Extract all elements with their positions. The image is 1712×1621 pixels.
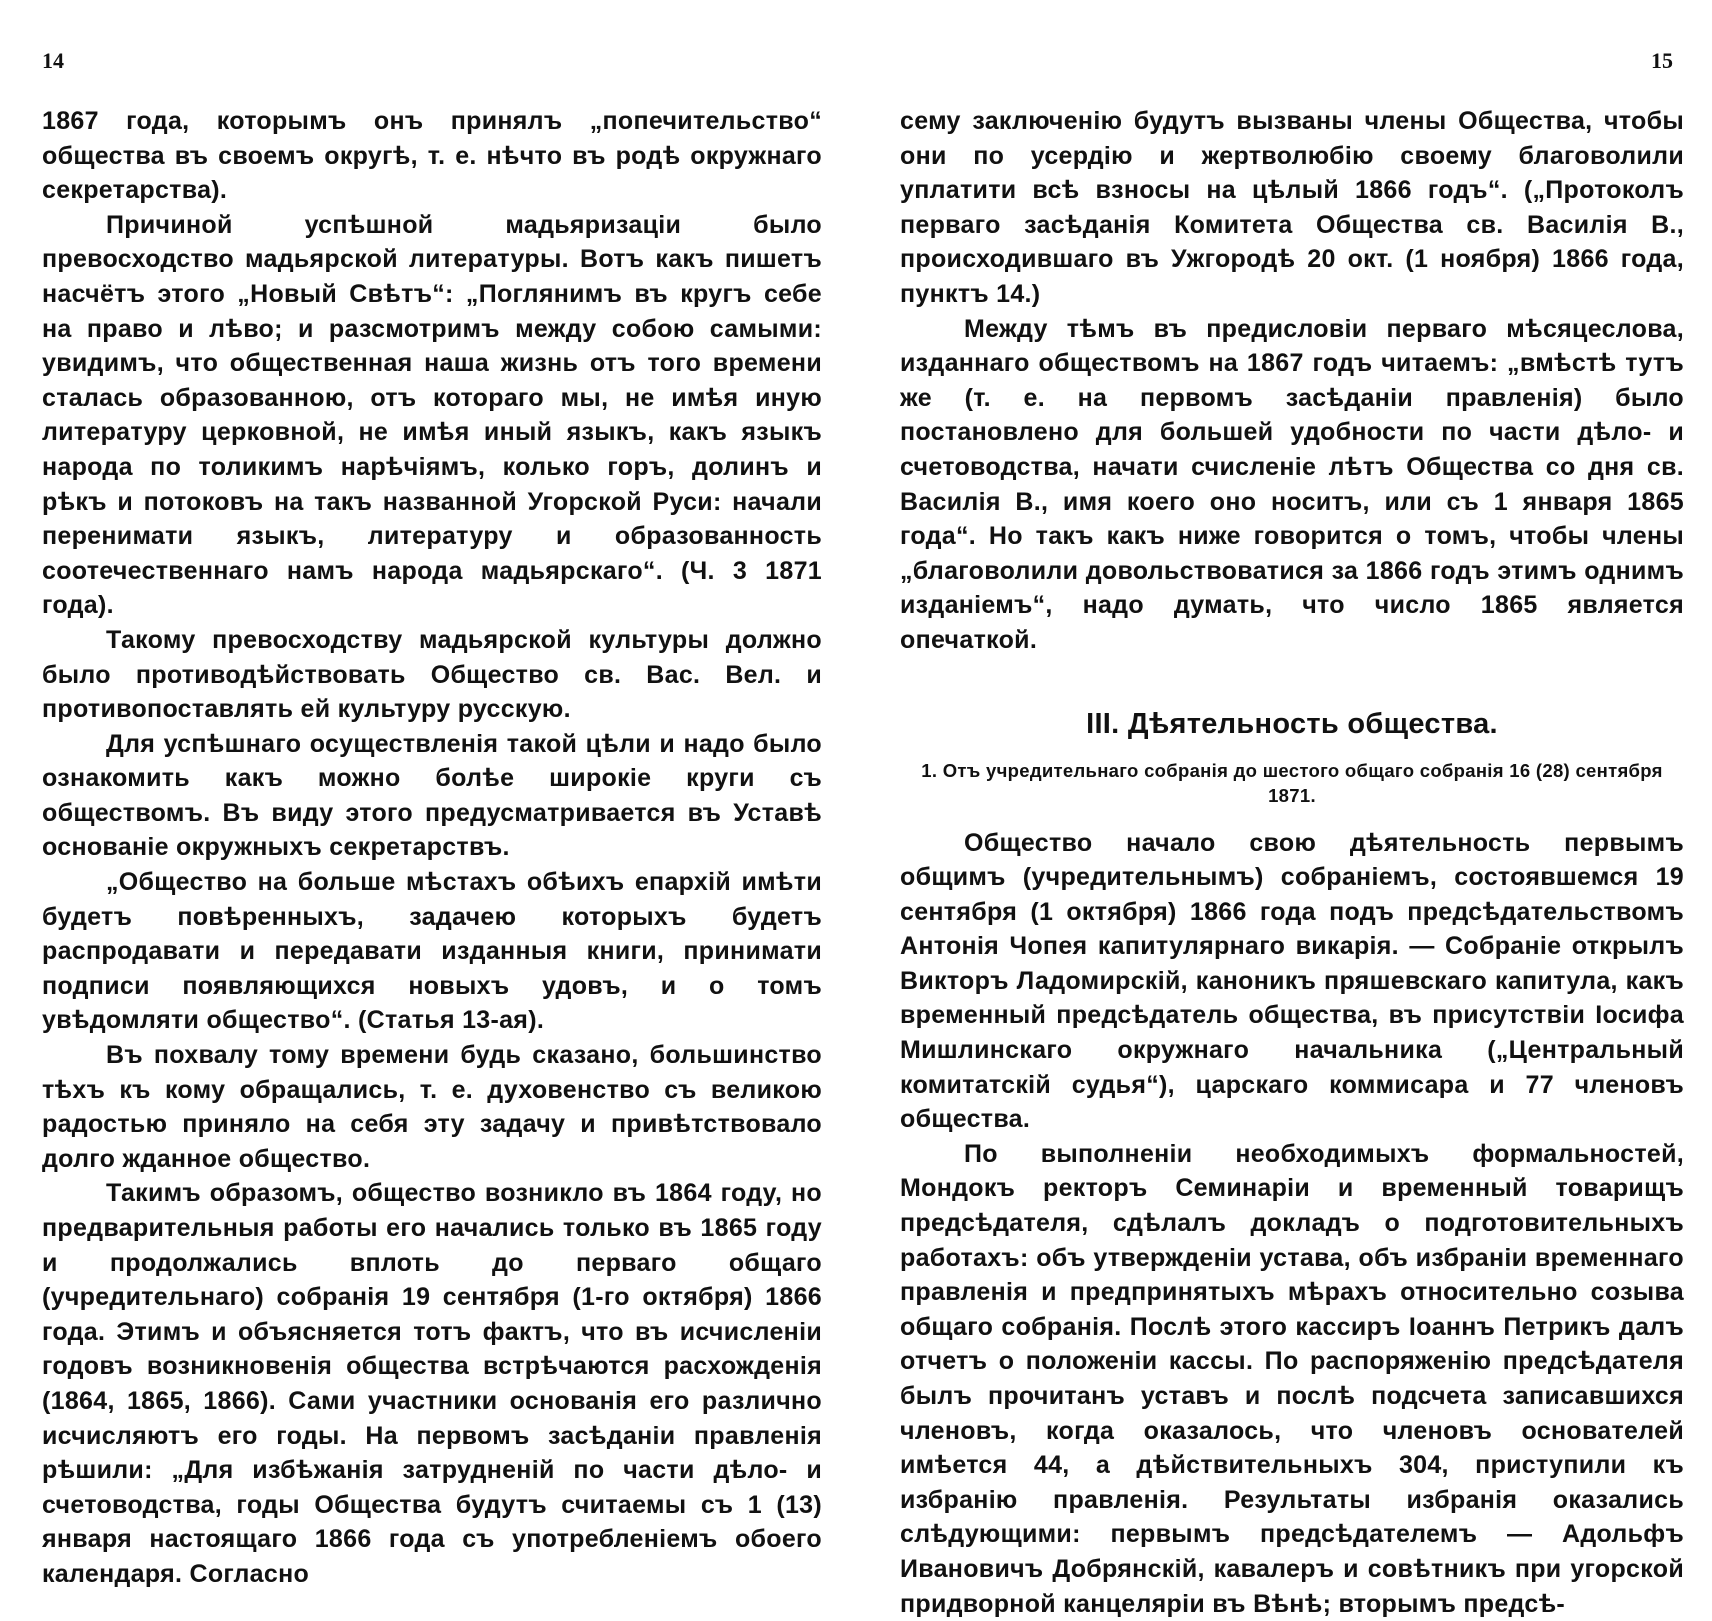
paragraph: Причиной успѣшной мадьяризаціи было превосходство мадьярской литературы. Вотъ какъ пишетъ насчётъ этого „Новый Свѣтъ“: „Поглянимъ въ кругъ себе на право и лѣво; и разсмотримъ между собою самыми: увидимъ, что общественная наша жизнь отъ того времени сталась образованною, отъ котораго мы, не имѣя иную литературу церковной, не имѣя иный языкъ, какъ языкъ народа по толикимъ нарѣчіямъ, колько горъ, долинъ и рѣкъ и потоковъ на такъ названной Угорской Руси: начали перенимати языкъ, литературу и образованность соотечественнаго намъ народа мадьярскаго“. (Ч. 3 1871 года). — [42, 210, 822, 620]
paragraph: 1867 года, которымъ онъ принялъ „попечительство“ общества въ своемъ округѣ, т. е. нѣчто въ родѣ окружнаго секретарства). — [42, 107, 822, 205]
paragraph: Для успѣшнаго осуществленія такой цѣли и надо было ознакомить какъ можно болѣе широкіе круги съ обществомъ. Въ виду этого предусматривается въ Уставѣ основаніе окружныхъ секретарствъ. — [42, 729, 822, 862]
right-page-text — [900, 104, 1684, 1621]
page-number-left: 14 — [42, 48, 64, 73]
left-page-text — [42, 104, 822, 1592]
paragraph: Между тѣмъ въ предисловіи перваго мѣсяцеслова, изданнаго обществомъ на 1867 годъ читаемъ: „вмѣстѣ тутъ же (т. е. на первомъ засѣданіи правленія) было постановлено для большей удобности по части дѣло- и счетоводства, начати счисленіе лѣтъ Общества со дня св. Василія В., имя коего оно носитъ, или съ 1 января 1865 года“. Но такъ какъ ниже говорится о томъ, чтобы члены „благоволили довольствоватися за 1866 годъ этимъ однимъ изданіемъ“, надо думать, что число 1865 является опечаткой. — [900, 314, 1684, 654]
paragraph: Общество начало свою дѣятельность первымъ общимъ (учредительнымъ) собраніемъ, состоявшемся 19 сентября (1 октября) 1866 года подъ предсѣдательствомъ Антонія Чопея капитулярнаго викарія. — Собраніе открылъ Викторъ Ладомирскій, каноникъ пряшевскаго капитула, какъ временный предсѣдатель общества, въ присутствіи Іосифа Мишлинскаго окружнаго начальника („Центральный комитатскій судья“), царскаго коммисара и 77 членовъ общества. — [900, 828, 1684, 1134]
paragraph: Такимъ образомъ, общество возникло въ 1864 году, но предварительныя работы его начались только въ 1865 году и продолжались вплоть до перваго общаго (учредительнаго) собранія 19 сентября (1-го октября) 1866 года. Этимъ и объясняется тотъ фактъ, что въ исчисленіи годовъ возникновенія общества встрѣчаются расхожденія (1864, 1865, 1866). Сами участники основанія его различно исчисляютъ его годы. На первомъ засѣданіи правленія рѣшили: „Для избѣжанія затрудненій по части дѣло- и счетоводства, годы Общества будутъ считаемы съ 1 (13) января настоящаго 1866 года съ употребленіемъ обоего календаря. Согласно — [42, 1179, 822, 1588]
section-heading: III. Дѣятельность общества. — [1086, 707, 1498, 740]
paragraph: сему заключенію будутъ вызваны члены Общества, чтобы они по усердію и жертволюбію своему благоволили уплатити всѣ взносы на цѣлый 1866 годъ“. („Протоколъ перваго засѣданія Комитета Общества св. Василія В., происходившаго въ Ужгородѣ 20 окт. (1 ноября) 1866 года, пунктъ 14.) — [900, 107, 1684, 308]
paragraph: „Общество на больше мѣстахъ обѣихъ епархій имѣти будетъ повѣренныхъ, задачею которыхъ будетъ распродавати и передавати изданныя книги, принимати подписи появляющихся новыхъ удовъ, и о томъ увѣдомляти общество“. (Статья 13-ая). — [42, 868, 822, 1035]
paragraph: Такому превосходству мадьярской культуры должно было противодѣйствовать Общество св. Вас. Вел. и противопоставлять ей культуру русскую. — [42, 625, 822, 724]
section-subheading: 1. Отъ учредительнаго собранія до шестого общаго собранія 16 (28) сентября 1871. — [921, 759, 1663, 806]
paragraph: Въ похвалу тому времени будь сказано, большинство тѣхъ къ кому обращались, т. е. духовенство съ великою радостью приняло на себя эту задачу и привѣтствовало долго жданное общество. — [42, 1041, 822, 1173]
page-number-right: 15 — [1651, 48, 1673, 73]
paragraph: По выполненіи необходимыхъ формальностей, Мондокъ ректоръ Семинаріи и временный товарищъ предсѣдателя, сдѣлалъ докладъ о подготовительныхъ работахъ: объ утвержденіи устава, объ избраніи временнаго правленія и предпринятыхъ мѣрахъ относительно созыва общаго собранія. Послѣ этого кассиръ Іоаннъ Петрикъ далъ отчетъ о положеніи кассы. По распоряженію предсѣдателя былъ прочитанъ уставъ и послѣ подсчета записавшихся членовъ, когда оказалось, что членовъ основателей имѣется 44, а дѣйствительныхъ 304, приступили къ избранію правленія. Результаты избранія оказались слѣдующими: первымъ предсѣдателемъ — Адольфъ Ивановичъ Добрянскій, кавалеръ и совѣтникъ при угорской придворной канцеляріи въ Вѣнѣ; вторымъ предсѣ- — [900, 1139, 1684, 1618]
